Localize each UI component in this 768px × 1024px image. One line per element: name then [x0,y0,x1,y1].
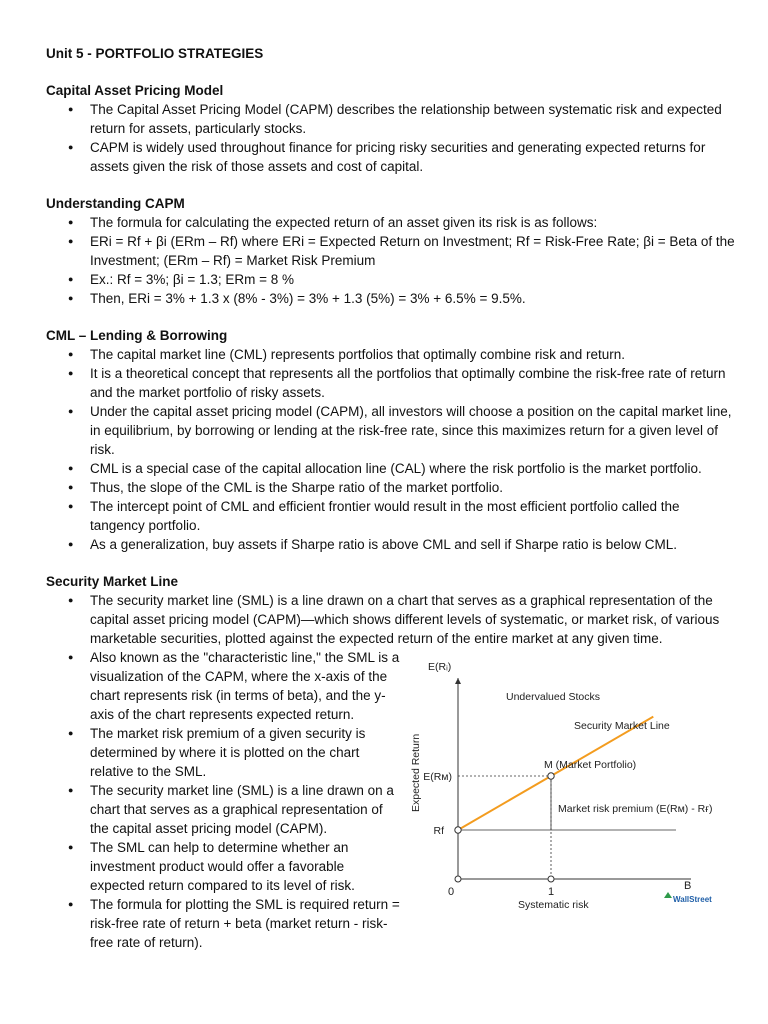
list-item: ● ERi = Rf + βi (ERm – Rf) where ERi = Expected Return on Investment; Rf = Risk-Free Rate; βi = Beta of the Investment; (ERm – Rf) = Market Risk Premium [90,232,736,270]
y-tick-label: E(Rм) [423,771,452,783]
section-heading: Capital Asset Pricing Model [46,83,224,98]
list-item: ● Then, ERi = 3% + 1.3 x (8% - 3%) = 3% + 1.3 (5%) = 3% + 6.5% = 9.5%. [90,289,736,308]
x-axis-title: Systematic risk [518,899,589,911]
section-heading-sml: Security Market Line [46,574,179,589]
list-item: ● As a generalization, buy assets if Sharpe ratio is above CML and sell if Sharpe ratio is below CML. [90,535,736,554]
section [46,326,736,554]
y-axis-top-label: E(Rᵢ) [428,661,452,673]
wallstreet-logo-icon [664,892,672,898]
list-item: ● Also known as the "characteristic line," the SML is a visualization of the CAPM, where the x-axis of the chart represents risk (in terms of beta), and the y-axis of the chart represents expected return. [90,648,402,724]
list-item: ● The security market line (SML) is a line drawn on a chart that serves as a graphical representation of the capital asset pricing model (CAPM)—which shows different levels of systematic, or market risk, of various marketable securities, plotted against the expected return of the entire market at any given time. [90,591,736,648]
annotation-undervalued: Undervalued Stocks [506,691,600,703]
origin-point [455,876,461,882]
wallstreet-watermark: WallStreet [673,895,712,904]
beta-one-point [548,876,554,882]
list-item: ● The formula for plotting the SML is required return = risk-free rate of return + beta (market return - risk-free rate of return). [90,895,402,952]
section-sml [46,572,736,952]
list-item: ● CML is a special case of the capital allocation line (CAL) where the risk portfolio is the market portfolio. [90,459,736,478]
list-item: ● CAPM is widely used throughout finance for pricing risky securities and generating expected returns for assets given the risk of those assets and cost of capital. [90,138,736,176]
sml-chart [406,650,736,930]
x-axis-end-label: B [684,880,692,892]
market-point [548,773,554,779]
document-page [46,44,736,970]
annotation-market-point: M (Market Portfolio) [544,759,637,771]
list-item: ● The Capital Asset Pricing Model (CAPM) describes the relationship between systematic risk and expected return for assets, particularly stocks. [90,100,736,138]
section [46,194,736,308]
section [46,81,736,176]
annotation-premium: Market risk premium (E(Rм) - Rғ) [558,803,713,815]
list-item: ● The security market line (SML) is a line drawn on a chart that serves as a graphical representation of the capital asset pricing model (CAPM). [90,781,402,838]
section-heading: Understanding CAPM [46,196,185,211]
y-tick-label: Rf [433,825,444,837]
list-item: ● The intercept point of CML and efficient frontier would result in the most efficient portfolio called the tangency portfolio. [90,497,736,535]
list-item: ● The market risk premium of a given security is determined by where it is plotted on the chart relative to the SML. [90,724,402,781]
list-item: ● Ex.: Rf = 3%; βi = 1.3; ERm = 8 % [90,270,736,289]
list-item: ● Under the capital asset pricing model (CAPM), all investors will choose a position on the capital market line, in equilibrium, by borrowing or lending at the risk-free rate, since this maximizes return for a given level of risk. [90,402,736,459]
list-item: ● The SML can help to determine whether an investment product would offer a favorable expected return compared to its level of risk. [90,838,402,895]
y-axis-title: Expected Return [410,733,422,812]
x-tick-label: 1 [548,886,555,898]
list-item: ● The capital market line (CML) represents portfolios that optimally combine risk and return. [90,345,736,364]
annotation-sml: Security Market Line [574,720,670,732]
y-axis-arrow [455,678,461,684]
page-title: Unit 5 - PORTFOLIO STRATEGIES [46,46,264,61]
list-item: ● The formula for calculating the expected return of an asset given its risk is as follows: [90,213,736,232]
list-item: ● It is a theoretical concept that represents all the portfolios that optimally combine the risk-free rate of return and the market portfolio of risky assets. [90,364,736,402]
x-tick-label: 0 [448,886,455,898]
rf-point [455,827,461,833]
section-heading: CML – Lending & Borrowing [46,328,228,343]
list-item: ● Thus, the slope of the CML is the Sharpe ratio of the market portfolio. [90,478,736,497]
